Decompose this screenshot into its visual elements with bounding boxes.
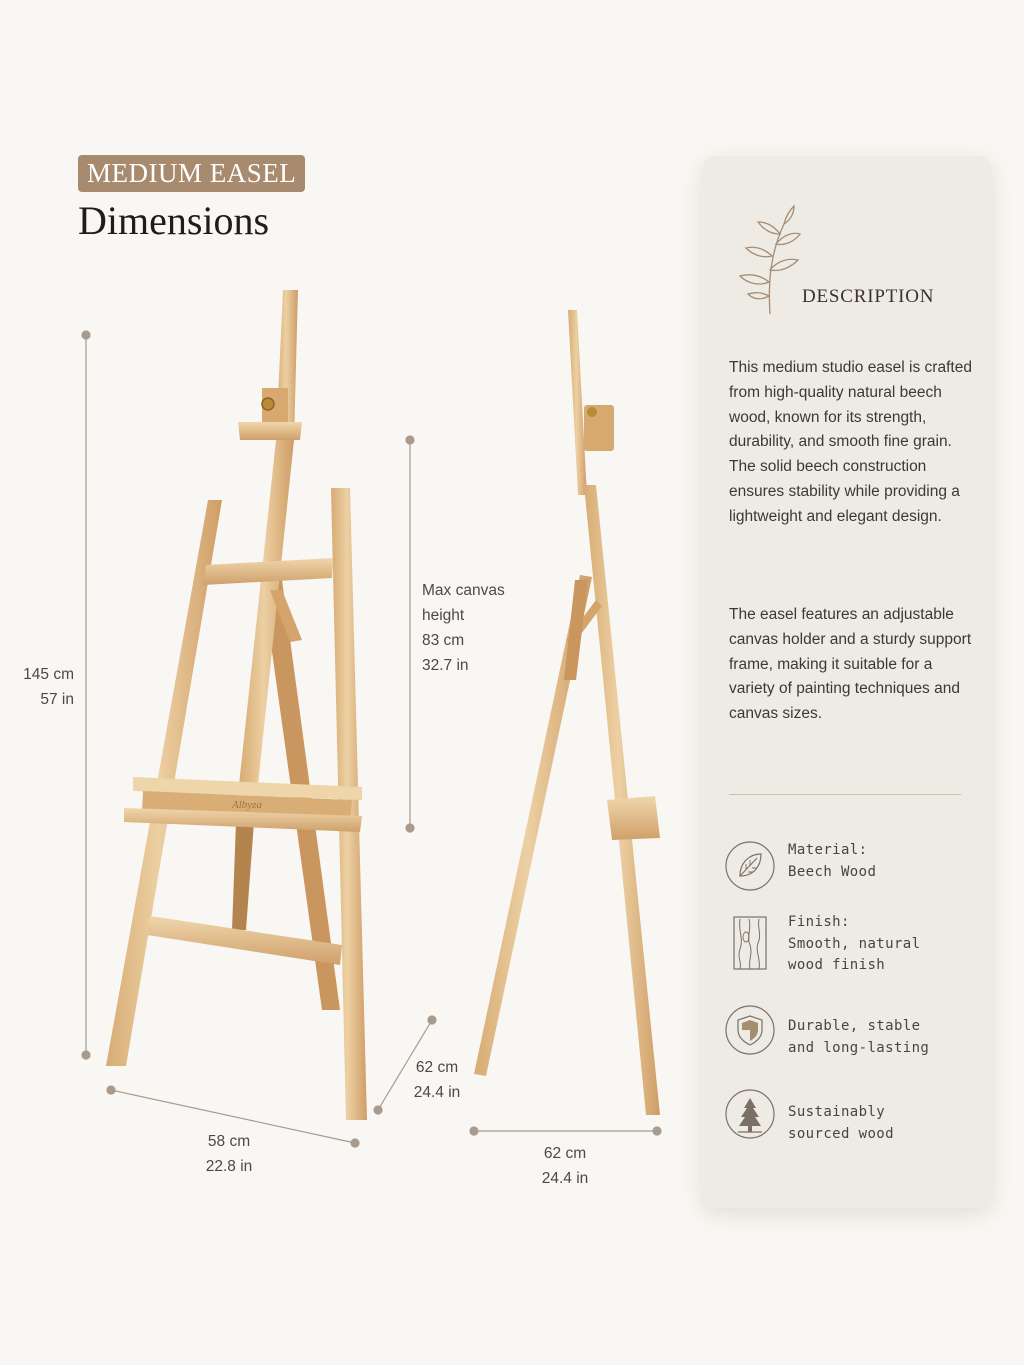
dimension-in: 24.4 in — [541, 1170, 589, 1187]
feature-line: Beech Wood — [788, 863, 877, 880]
side-mast-top — [568, 310, 587, 495]
dimension-cm: 145 cm — [23, 666, 74, 683]
product-badge: MEDIUM EASEL — [78, 155, 305, 192]
leaf-icon — [724, 840, 776, 892]
feature-line: Sustainably — [788, 1104, 886, 1120]
dimension-label: Max canvas — [422, 582, 505, 599]
dimension-in: 24.4 in — [413, 1084, 461, 1101]
measure-depth-side-line — [470, 1127, 661, 1135]
description-paragraph-2: The easel features an adjustable canvas holder and a sturdy support frame, making it suitable for a variety of painting techniques and canvas sizes. — [729, 606, 972, 723]
feature-line: sourced wood — [788, 1125, 894, 1142]
dimension-in: 57 in — [40, 691, 74, 708]
feature-line: Material: — [788, 842, 868, 858]
feature-sustainability — [724, 1088, 984, 1148]
description-panel — [702, 156, 992, 1208]
dimension-cm: 58 cm — [207, 1133, 251, 1150]
shield-icon — [724, 1004, 776, 1056]
panel-divider — [729, 794, 961, 795]
top-crossbar — [203, 558, 333, 585]
description-heading: DESCRIPTION — [802, 286, 935, 307]
dimension-width-front — [190, 1129, 268, 1179]
dimension-cm: 62 cm — [415, 1059, 459, 1076]
tree-icon — [724, 1088, 776, 1140]
dimension-in: 22.8 in — [205, 1158, 253, 1175]
canvas-clamp — [238, 422, 302, 440]
measure-height-line — [82, 331, 90, 1059]
dimension-max-canvas — [422, 578, 542, 678]
feature-line: Durable, stable — [788, 1018, 921, 1034]
feature-line: wood finish — [788, 957, 886, 973]
page-title: Dimensions — [78, 198, 270, 243]
dimension-cm: 62 cm — [543, 1145, 587, 1162]
dimension-cm: 83 cm — [422, 632, 465, 649]
feature-material — [724, 840, 984, 900]
measure-canvas-line — [406, 436, 414, 832]
dimension-height-total — [14, 662, 74, 712]
feature-durability — [724, 1004, 984, 1064]
side-easel — [474, 310, 660, 1115]
wood-grain-icon — [724, 912, 776, 970]
side-tray — [607, 796, 660, 840]
tray-logo: Albyza — [232, 799, 262, 811]
feature-line: Finish: — [788, 914, 850, 930]
front-easel — [106, 290, 367, 1120]
dimension-depth-side — [526, 1141, 604, 1191]
feature-line: and long-lasting — [788, 1039, 930, 1056]
dimension-depth-front — [398, 1055, 476, 1105]
dimension-label: height — [422, 607, 465, 624]
feature-line: Smooth, natural — [788, 935, 921, 952]
botanical-sprig-icon — [734, 204, 804, 316]
dimension-in: 32.7 in — [422, 657, 469, 674]
feature-finish — [724, 912, 984, 972]
description-paragraph-1: This medium studio easel is crafted from high-quality natural beech wood, known for its strength, durability, and smooth fine grain. The solid beech construction ensures stability while providing a lightweight and elegant design. — [729, 359, 972, 525]
